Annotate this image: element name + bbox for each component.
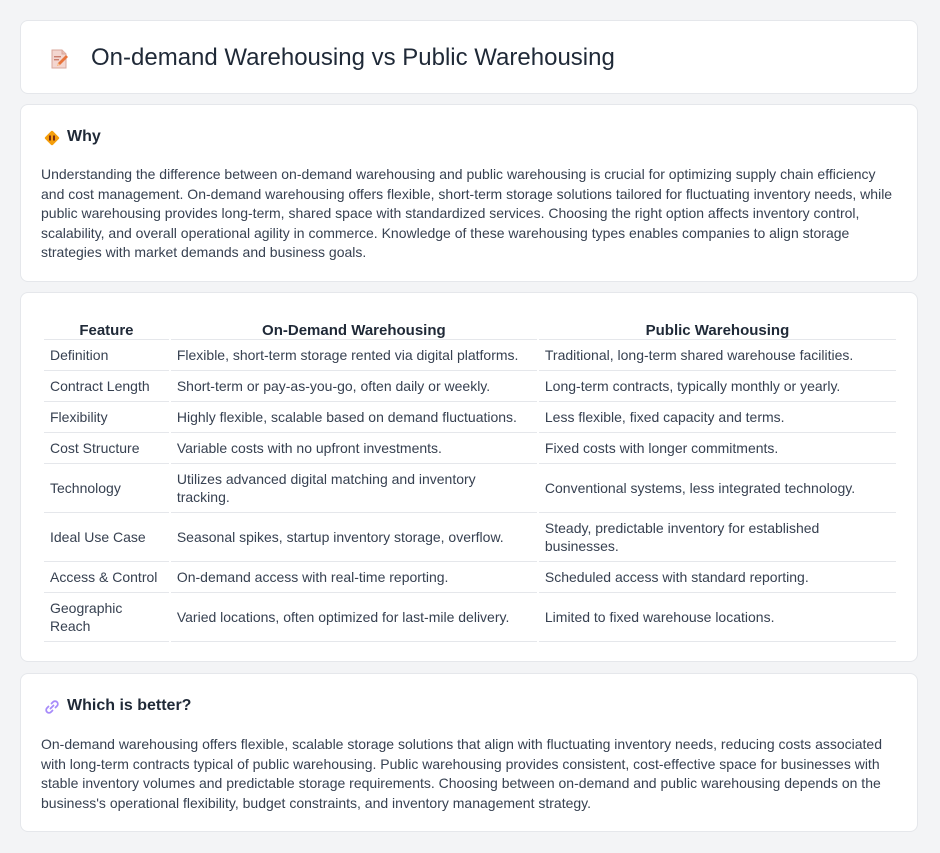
table-row [44,513,896,562]
on-demand-cell: Varied locations, often optimized for last-mile delivery. [171,593,537,642]
table-row [44,433,896,464]
table-row [44,371,896,402]
document-pencil-icon [47,47,71,71]
public-cell: Fixed costs with longer commitments. [539,433,896,464]
header-card [20,20,918,94]
table-row [44,464,896,513]
which-better-section [20,673,918,832]
feature-cell: Contract Length [44,371,169,402]
public-cell: Scheduled access with standard reporting. [539,562,896,593]
on-demand-cell: Highly flexible, scalable based on demand fluctuations. [171,402,537,433]
on-demand-cell: On-demand access with real-time reporting. [171,562,537,593]
feature-cell: Ideal Use Case [44,513,169,562]
col-header-public: Public Warehousing [539,315,896,340]
public-cell: Long-term contracts, typically monthly or yearly. [539,371,896,402]
public-cell: Traditional, long-term shared warehouse facilities. [539,340,896,371]
on-demand-cell: Flexible, short-term storage rented via digital platforms. [171,340,537,371]
feature-cell: Geographic Reach [44,593,169,642]
table-header-row [44,315,896,340]
on-demand-cell: Short-term or pay-as-you-go, often daily or weekly. [171,371,537,402]
col-header-feature: Feature [44,315,169,340]
better-heading: Which is better? [67,697,192,714]
feature-cell: Technology [44,464,169,513]
feature-cell: Cost Structure [44,433,169,464]
on-demand-cell: Seasonal spikes, startup inventory storage, overflow. [171,513,537,562]
on-demand-cell: Variable costs with no upfront investments. [171,433,537,464]
public-cell: Steady, predictable inventory for established businesses. [539,513,896,562]
feature-cell: Definition [44,340,169,371]
diamond-sign-icon [43,129,61,147]
feature-cell: Flexibility [44,402,169,433]
col-header-on-demand: On-Demand Warehousing [171,315,537,340]
comparison-table [42,315,898,642]
public-cell: Limited to fixed warehouse locations. [539,593,896,642]
public-cell: Less flexible, fixed capacity and terms. [539,402,896,433]
public-cell: Conventional systems, less integrated technology. [539,464,896,513]
why-text: Understanding the difference between on-demand warehousing and public warehousing is crucial for optimizing supply chain efficiency and cost management. On-demand warehousing offers flexible, short-term storage solutions tailored for fluctuating inventory needs, while public warehousing provides long-term, shared space with standardized services. Choosing the right option affects inventory control, scalability, and overall operational agility in commerce. Knowledge of these warehousing types enables companies to align storage strategies with market demands and business goals. [41,166,893,260]
feature-cell: Access & Control [44,562,169,593]
table-row [44,340,896,371]
table-row [44,402,896,433]
link-icon [43,698,61,716]
table-row [44,562,896,593]
table-row [44,593,896,642]
comparison-section [20,292,918,662]
page-title: On-demand Warehousing vs Public Warehousing [91,44,615,71]
better-text: On-demand warehousing offers flexible, scalable storage solutions that align with fluctuating inventory needs, reducing costs associated with long-term contracts typical of public warehousing. Public warehousing provides consistent, cost-effective space for businesses with stable inventory volumes and predictable storage requirements. Choosing between on-demand and public warehousing depends on the business's operational flexibility, budget constraints, and inventory management strategy. [41,736,883,811]
why-heading: Why [67,128,101,145]
on-demand-cell: Utilizes advanced digital matching and inventory tracking. [171,464,537,513]
why-section [20,104,918,282]
